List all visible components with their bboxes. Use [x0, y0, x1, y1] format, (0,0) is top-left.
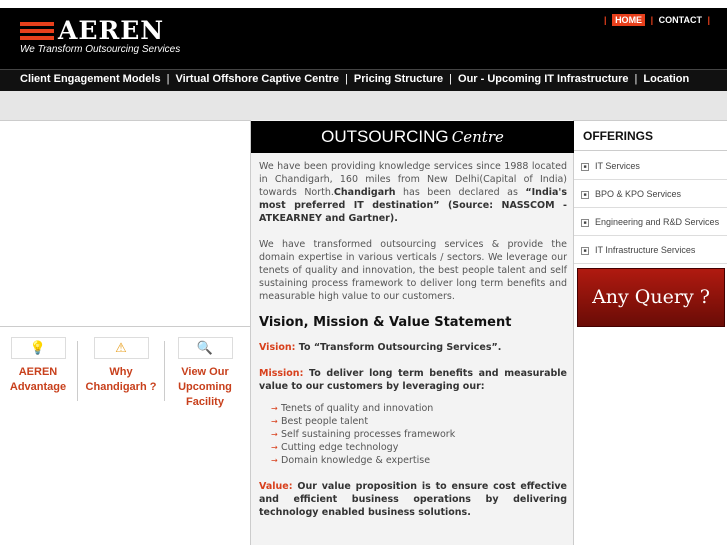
contact-link[interactable]: CONTACT — [658, 15, 702, 25]
offerings-panel — [574, 120, 727, 545]
nav-virtual-offshore[interactable]: Virtual Offshore Captive Centre — [175, 73, 340, 85]
value-text: Value: Our value proposition is to ensure cost effective and efficient business operations by delivering technology enabled business solutions. — [259, 481, 567, 518]
left-column — [0, 120, 250, 545]
list-item: → Self sustaining processes framework — [271, 428, 567, 441]
intro-paragraph: We have been providing knowledge services since 1988 located in Chandigarh, 160 miles from New Delhi(Capital of India) towards North.Chandigarh has been declared as “India's most preferred IT destination” (Source: NASSCOM - ATKEARNEY and Gartner). — [259, 161, 567, 224]
offering-bpo-kpo[interactable]: ■ BPO & KPO Services — [574, 180, 727, 208]
grey-band — [0, 91, 727, 120]
list-item: → Domain knowledge & expertise — [271, 454, 567, 467]
quicklink-why-chandigarh[interactable]: ⚠ Why Chandigarh ? — [83, 337, 159, 395]
logo-text: AEREN — [58, 16, 165, 45]
bullet-icon: ■ — [581, 191, 589, 199]
main-content — [250, 120, 574, 545]
bullet-icon: ■ — [581, 219, 589, 227]
vision-text: Vision: To “Transform Outsourcing Services”. — [259, 342, 502, 353]
bullet-icon: ■ — [581, 163, 589, 171]
offering-engineering[interactable]: ■ Engineering and R&D Services — [574, 208, 727, 236]
top-links: | HOME | CONTACT | — [604, 15, 710, 25]
bullet-icon: ■ — [581, 247, 589, 255]
list-item: → Cutting edge technology — [271, 441, 567, 454]
banner-area — [0, 121, 250, 327]
mission-text: Mission: To deliver long term benefits and measurable value to our customers by leveraging our: — [259, 368, 567, 392]
vision-mission-title: Vision, Mission & Value Statement — [259, 315, 512, 330]
mission-list — [271, 402, 567, 467]
page-title: OUTSOURCING Centre — [251, 121, 574, 153]
transform-paragraph: We have transformed outsourcing services & provide the domain expertise in various verticals / sectors. We leverage our tenets of quality and innovation, the best people talent and self sustaining process framework to deliver long term benefits and measurable high value to our customers. — [259, 239, 567, 302]
bulb-icon: 💡 — [11, 337, 66, 359]
nav-client-engagement[interactable]: Client Engagement Models — [20, 73, 161, 85]
quicklink-upcoming-facility[interactable]: 🔍 View Our Upcoming Facility — [167, 337, 243, 410]
quicklink-advantage[interactable]: 💡 AEREN Advantage — [0, 337, 76, 395]
any-query-button[interactable]: Any Query ? — [577, 268, 725, 327]
offerings-title: OFFERINGS — [574, 120, 727, 151]
tagline: We Transform Outsourcing Services — [20, 44, 181, 55]
nav-pricing[interactable]: Pricing Structure — [353, 73, 444, 85]
nav-location[interactable]: Location — [643, 73, 690, 85]
offering-it-services[interactable]: ■ IT Services — [574, 152, 727, 180]
main-nav: Client Engagement Models | Virtual Offshore Captive Centre | Pricing Structure | Our - Upcoming IT Infrastructure | Location — [0, 69, 727, 91]
list-item: → Tenets of quality and innovation — [271, 402, 567, 415]
magnifier-icon: 🔍 — [178, 337, 233, 359]
offering-it-infrastructure[interactable]: ■ IT Infrastructure Services — [574, 236, 727, 264]
warning-icon: ⚠ — [94, 337, 149, 359]
list-item: → Best people talent — [271, 415, 567, 428]
nav-it-infrastructure[interactable]: Our - Upcoming IT Infrastructure — [458, 73, 629, 85]
home-link[interactable]: HOME — [612, 14, 645, 26]
logo-bars-icon — [20, 22, 54, 42]
site-header — [0, 8, 727, 69]
